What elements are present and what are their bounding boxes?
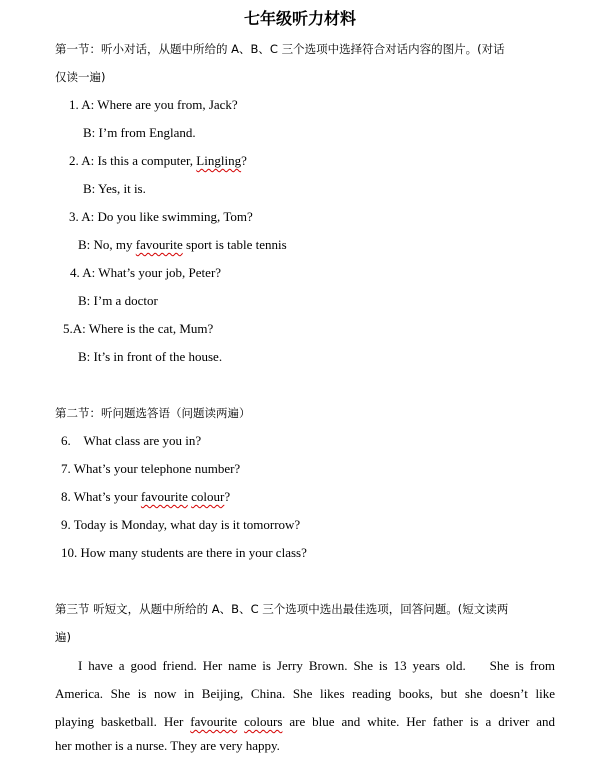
- text-segment: ?: [224, 489, 231, 504]
- dialogue-1-answer: B: I’m from England.: [83, 125, 196, 140]
- dialogue-5-question: 5.A: Where is the cat, Mum?: [63, 321, 214, 336]
- passage-line-2: America. She is now in Beijing, China. She likes reading books, but she doesn’t like: [55, 686, 555, 701]
- dialogue-4-question: 4. A: What’s your job, Peter?: [70, 265, 222, 280]
- spellcheck-word: favourite: [135, 237, 183, 252]
- section3-heading: 第三节 听短文，从题中所给的 A、B、C 三个选项中选出最佳选项，回答问题。(短文读两: [55, 602, 509, 616]
- spellcheck-word: Lingling: [196, 153, 242, 168]
- spellcheck-word: favourite: [140, 489, 188, 504]
- question-10: 10. How many students are there in your class?: [61, 545, 307, 560]
- spellcheck-word: colour: [191, 489, 225, 504]
- spellcheck-word: colours: [244, 714, 283, 729]
- section1-heading: 第一节：听小对话，从题中所给的 A、B、C 三个选项中选择符合对话内容的图片。(对话: [55, 42, 505, 56]
- page-title: 七年级听力材料: [243, 9, 356, 28]
- text-segment: B: No, my: [78, 237, 136, 252]
- dialogue-2-question: [69, 152, 247, 170]
- question-6: 6. What class are you in?: [61, 433, 202, 448]
- text-segment: ?: [241, 153, 247, 168]
- question-7: 7. What’s your telephone number?: [61, 461, 241, 476]
- section2-heading: 第二节：听问题选答语（问题读两遍）: [55, 406, 251, 420]
- dialogue-4-answer: B: I’m a doctor: [78, 293, 158, 308]
- dialogue-1-question: 1. A: Where are you from, Jack?: [69, 97, 238, 112]
- spellcheck-word: favourite: [190, 714, 238, 729]
- dialogue-3-question: 3. A: Do you like swimming, Tom?: [69, 209, 253, 224]
- text-segment: playing basketball. Her: [55, 714, 191, 729]
- text-segment: are blue and white. Her father is a driver and: [282, 714, 556, 729]
- question-8: [61, 488, 230, 506]
- text-segment: 8. What’s your: [61, 489, 141, 504]
- section3-heading-cont: 遍): [55, 630, 71, 644]
- text-segment: sport is table tennis: [182, 237, 287, 252]
- dialogue-5-answer: B: It’s in front of the house.: [78, 349, 223, 364]
- text-segment: 2. A: Is this a computer,: [69, 153, 197, 168]
- passage-line-4: her mother is a nurse. They are very happy.: [55, 738, 280, 753]
- passage-line-1: I have a good friend. Her name is Jerry Brown. She is 13 years old. She is from: [78, 658, 555, 673]
- dialogue-2-answer: B: Yes, it is.: [83, 181, 146, 196]
- section1-heading-cont: 仅读一遍): [55, 70, 106, 84]
- question-9: 9. Today is Monday, what day is it tomorrow?: [61, 517, 301, 532]
- dialogue-3-answer: [78, 236, 287, 254]
- passage-line-3: [55, 708, 555, 736]
